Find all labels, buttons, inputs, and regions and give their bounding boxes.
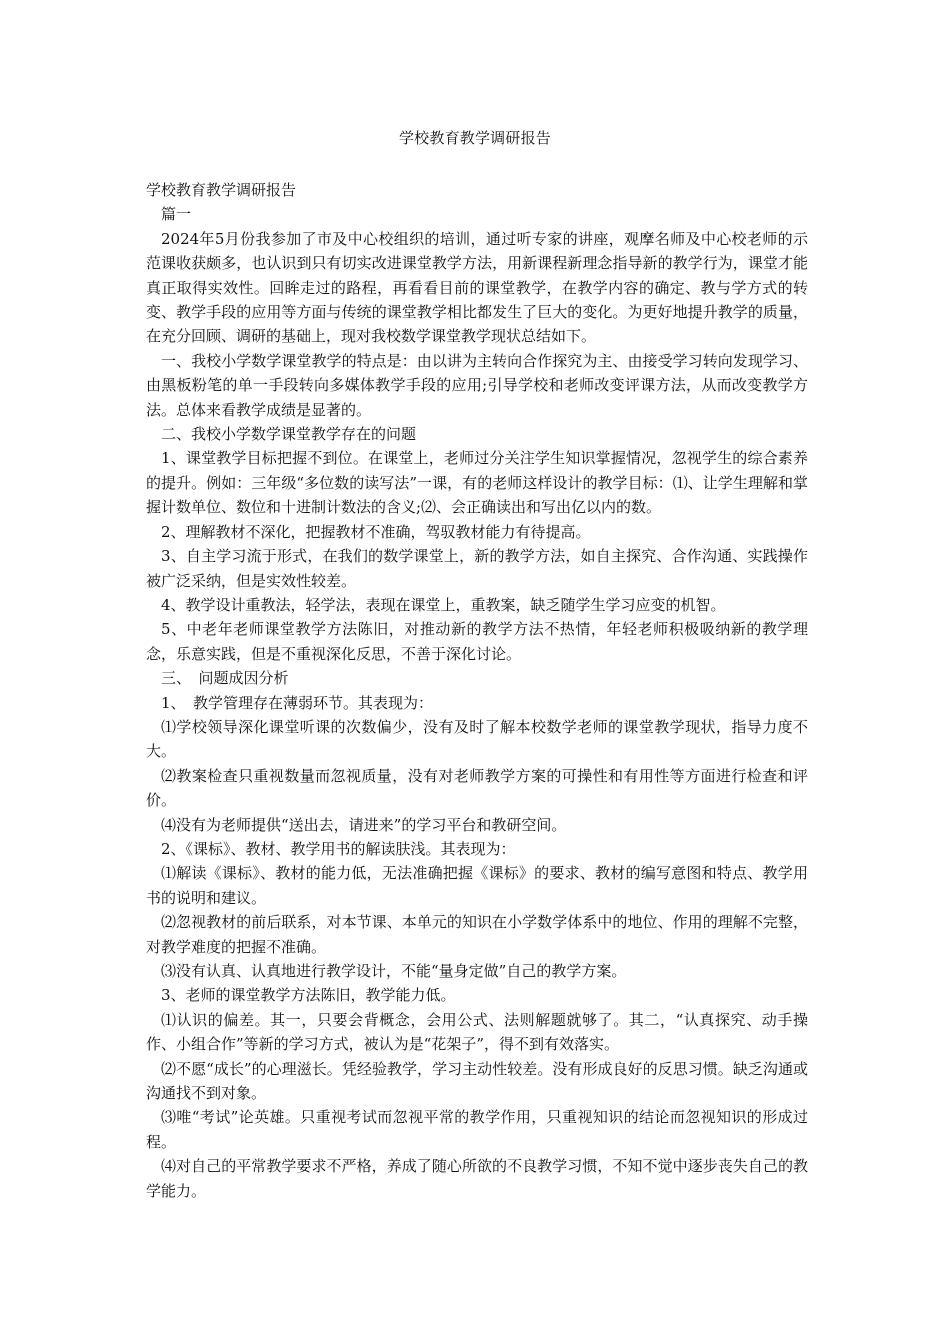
paragraph: ⑴认识的偏差。其一，只要会背概念，会用公式、法则解题就够了。其二，“认真探究、动手操作、小组合作”等新的学习方式，被认为是“花架子”，得不到有效落实。: [146, 1010, 808, 1054]
paragraph: 2、理解教材不深化，把握教材不准确，驾驭教材能力有待提高。: [161, 522, 591, 541]
section-label: 篇一: [161, 205, 192, 224]
section-heading: 三、 问题成因分析: [161, 669, 289, 688]
paragraph: 4、教学设计重教法，轻学法，表现在课堂上，重教案，缺乏随学生学习应变的机智。: [161, 595, 726, 614]
body-heading: 学校教育教学调研报告: [146, 181, 297, 199]
paragraph: ⑴学校领导深化课堂听课的次数偏少，没有及时了解本校数学老师的课堂教学现状，指导力度不大。: [146, 717, 808, 761]
section-heading: 二、我校小学数学课堂教学存在的问题: [161, 425, 417, 444]
paragraph: ⑶唯“考试”论英雄。只重视考试而忽视平常的教学作用，只重视知识的结论而忽视知识的形成过程。: [146, 1108, 808, 1151]
paragraph: ⑵教案检查只重视数量而忽视质量，没有对老师教学方案的可操性和有用性等方面进行检查和评价。: [146, 766, 808, 810]
paragraph: 5、中老年老师课堂教学方法陈旧，对推动新的教学方法不热情，年轻老师积极吸纳新的教学理念，乐意实践，但是不重视深化反思，不善于深化讨论。: [146, 620, 808, 663]
paragraph: 1、课堂教学目标把握不到位。在课堂上，老师过分关注学生知识掌握情况，忽视学生的综合素养的提升。例如：三年级“多位数的读写法”一课，有的老师这样设计的教学目标：⑴、让学生理解和掌握计数单位、数位和十进制计数法的含义;⑵、会正确读出和写出亿以内的数。: [146, 449, 808, 517]
paragraph: ⑴解读《课标》、教材的能力低，无法准确把握《课标》的要求、教材的编写意图和特点、教学用书的说明和建议。: [146, 864, 808, 907]
paragraph: 3、老师的课堂教学方法陈旧，教学能力低。: [161, 986, 456, 1005]
paragraph: ⑵忽视教材的前后联系，对本节课、本单元的知识在小学数学体系中的地位、作用的理解不完整，对教学难度的把握不准确。: [146, 913, 808, 956]
document-body: [146, 178, 808, 1203]
paragraph: ⑷没有为老师提供“送出去，请进来”的学习平台和教研空间。: [161, 815, 567, 834]
paragraph: 1、 教学管理存在薄弱环节。其表现为：: [161, 693, 434, 712]
paragraph: ⑵不愿“成长”的心理滋长。凭经验教学，学习主动性较差。没有形成良好的反思习惯。缺乏沟通或沟通找不到对象。: [146, 1059, 808, 1103]
paragraph: ⑷对自己的平常教学要求不严格，养成了随心所欲的不良教学习惯，不知不觉中逐步丧失自己的教学能力。: [146, 1157, 808, 1200]
paragraph: 3、自主学习流于形式，在我们的数学课堂上，新的教学方法，如自主探究、合作沟通、实践操作被广泛采纳，但是实效性较差。: [146, 547, 808, 590]
paragraph: 一、我校小学数学课堂教学的特点是：由以讲为主转向合作探究为主、由接受学习转向发现学习、由黑板粉笔的单一手段转向多媒体教学手段的应用;引导学校和老师改变评课方法，从而改变教学方法。总体来看教学成绩是显著的。: [146, 351, 808, 419]
paragraph: 2024年5月份我参加了市及中心校组织的培训，通过听专家的讲座，观摩名师及中心校老师的示范课收获颇多，也认识到只有切实改进课堂教学方法，用新课程新理念指导新的教学行为，课堂才能真正取得实效性。回眸走过的路程，再看看目前的课堂教学，在教学内容的确定、教与学方式的转变、教学手段的应用等方面与传统的课堂教学相比都发生了巨大的变化。为更好地提升教学的质量，在充分回顾、调研的基础上，现对我校数学课堂教学现状总结如下。: [146, 229, 808, 346]
paragraph: ⑶没有认真、认真地进行教学设计，不能“量身定做”自己的教学方案。: [161, 962, 627, 980]
paragraph: 2、《课标》、教材、教学用书的解读肤浅。其表现为：: [161, 839, 516, 858]
document-title: 学校教育教学调研报告: [398, 129, 551, 147]
